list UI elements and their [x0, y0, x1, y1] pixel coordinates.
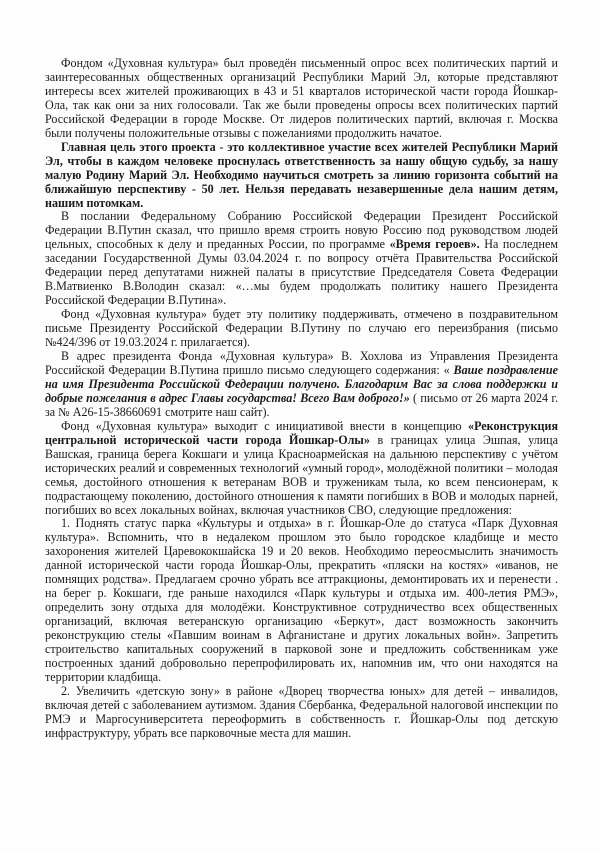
paragraph	[45, 210, 558, 308]
text-run: Ваше поздравление на имя Президента Российской Федерации получено. Благодарим Вас за слова поддержки и добрые пожелания в адрес Главы государства! Всего Вам доброго!»	[45, 362, 558, 405]
text-run: ( письмо от 26 марта 2024 г. за № А26-15-38660691 смотрите наш сайт).	[45, 390, 558, 419]
text-run: На последнем заседании Государственной Думы 03.04.2024 г. по вопросу отчёта Правительства Российской Федерации перед депутатами нижней палаты в присутствие Председателя Совета Федерации В.Матвиенко В.Володин сказал: «…мы будем продолжать политику нашего Президента Российской Федерации В.Путина».	[45, 237, 558, 308]
paragraph	[45, 308, 558, 350]
text-run: Фондом «Духовная культура» был проведён письменный опрос всех политических партий и заинтересованных общественных организаций Республики Марий Эл, которые представляют интересы всех жителей проживающих в 43 и 51 кварталов исторической части города Йошкар-Ола, так как они за них голосовали. Так же были проведены опросы всех политических партий Российской Федерации в городе Москве. От лидеров политических партий, включая г. Москва были получены положительные отзывы с пожеланиями продолжить начатое.	[45, 56, 558, 140]
text-run: В адрес президента Фонда «Духовная культура» В. Хохлова из Управления Президента Российской Федерации В.Путина пришло письмо следующего содержания: «	[45, 349, 558, 377]
paragraph	[45, 141, 558, 211]
text-run: В послании Федеральному Собранию Российской Федерации Президент Российской Федерации В.Путин сказал, что пришло время строить новую Россию под руководством людей цельных, способных к делу и преданных России, по программе	[45, 209, 558, 252]
document-body	[45, 57, 558, 741]
text-run: «Время героев».	[389, 237, 480, 252]
text-run: Фонд «Духовная культура» выходит с инициативой внести в концепцию	[61, 418, 469, 433]
text-run: «Реконструкция центральной исторической части города Йошкар-Олы»	[45, 418, 558, 447]
text-run: Главная цель этого проекта - это коллективное участие всех жителей Республики Марий Эл, чтобы в каждом человеке проснулась ответственность за нашу общую судьбу, за нашу малую Родину Марий Эл. Необходимо научиться смотреть за линию горизонта событий на ближайшую перспективу - 50 лет. Нельзя передавать незавершенные дела нашим детям, нашим потомкам.	[45, 139, 558, 210]
paragraph	[45, 350, 558, 420]
paragraph	[45, 685, 558, 741]
text-run: Фонд «Духовная культура» будет эту политику поддерживать, отмечено в поздравительном письме Президенту Российской Федерации В.Путину по случаю его переизбрания (письмо №424/396 от 19.03.2024 г. прилагается).	[45, 307, 558, 350]
paragraph	[45, 57, 558, 141]
text-run: 1. Поднять статус парка «Культуры и отдыха» в г. Йошкар-Оле до статуса «Парк Духовная культура». Вспомнить, что в недалеком прошлом это было городское кладбище и место захоронения жителей Царевококшайска 19 и 20 веков. Необходимо переосмыслить значимость данной исторической части города Йошкар-Олы, прекратить «пляски на костях» «иванов, не помнящих родства». Предлагаем срочно убрать все аттракционы, демонтировать их и перенести . на берег р. Кокшаги, где раньше находился «Парк культуры и отдыха им. 400-летия РМЭ», определить зону отдыха для молодёжи. Конструктивное сотрудничество всех общественных организаций, включая ветеранскую организацию «Беркут», даст возможность закончить реконструкцию стелы «Павшим воинам в Афганистане и других локальных войн». Запретить строительство капитальных сооружений в парковой зоне и предложить собственникам уже построенных зданий добровольно перепрофилировать их, напомнив им, что они находятся на территории кладбища.	[45, 516, 558, 684]
text-run: 2. Увеличить «детскую зону» в районе «Дворец творчества юных» для детей – инвалидов, включая детей с заболеванием аутизмом. Здания Сбербанка, Федеральной налоговой инспекции по РМЭ и Маргосуниверситета переоформить в собственность г. Йошкар-Олы под детскую инфраструктуру, убрать все парковочные места для машин.	[45, 683, 558, 740]
paragraph	[45, 517, 558, 684]
text-run: в границах улица Эшпая, улица Вашская, граница берега Кокшаги и улица Красноармейская на дальнюю перспективу с учётом исторических реалий и современных технологий «умный город», молодёжной политики – молодая семья, достойного отношения к ветеранам ВОВ и труженикам тыла, ко всем пенсионерам, к подрастающему поколению, достойного отношения к памяти погибших в ВОВ и молодых парней, погибших во всех локальных войнах, включая участников СВО, следующие предложения:	[45, 432, 558, 517]
paragraph	[45, 420, 558, 518]
